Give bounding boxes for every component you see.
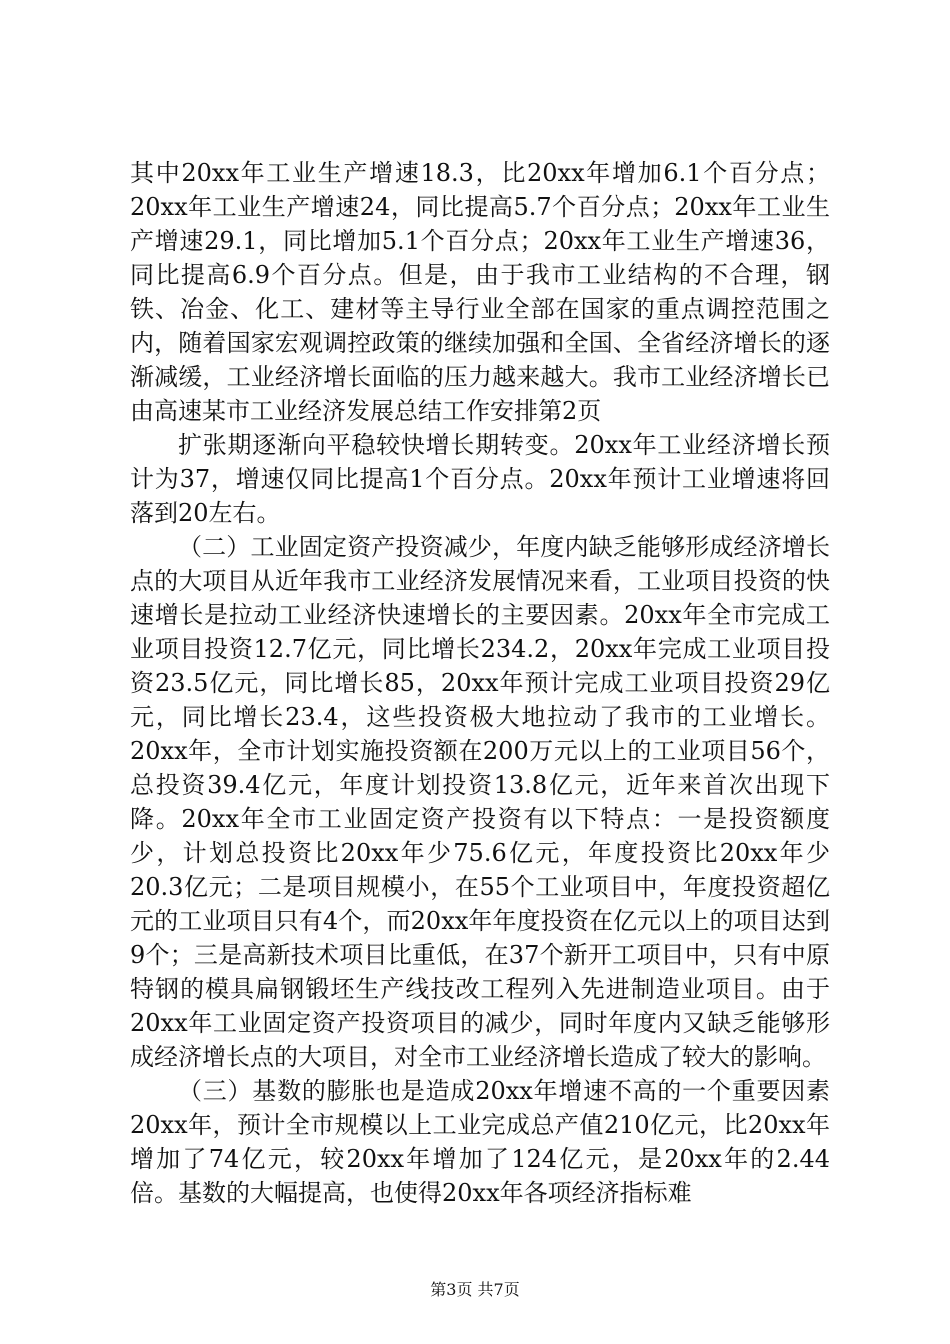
- document-body: [130, 156, 830, 1210]
- paragraph-3: （二）工业固定资产投资减少，年度内缺乏能够形成经济增长点的大项目从近年我市工业经济发展情况来看，工业项目投资的快速增长是拉动工业经济快速增长的主要因素。20xx年全市完成工业项目投资12.7亿元，同比增长234.2，20xx年完成工业项目投资23.5亿元，同比增长85，20xx年预计完成工业项目投资29亿元，同比增长23.4，这些投资极大地拉动了我市的工业增长。20xx年，全市计划实施投资额在200万元以上的工业项目56个，总投资39.4亿元，年度计划投资13.8亿元，近年来首次出现下降。20xx年全市工业固定资产投资有以下特点：一是投资额度少，计划总投资比20xx年少75.6亿元，年度投资比20xx年少20.3亿元；二是项目规模小，在55个工业项目中，年度投资超亿元的工业项目只有4个，而20xx年年度投资在亿元以上的项目达到9个；三是高新技术项目比重低，在37个新开工项目中，只有中原特钢的模具扁钢锻坯生产线技改工程列入先进制造业项目。由于20xx年工业固定资产投资项目的减少，同时年度内又缺乏能够形成经济增长点的大项目，对全市工业经济增长造成了较大的影响。: [130, 533, 830, 1071]
- page-footer: 第3页 共7页: [430, 1280, 520, 1299]
- paragraph-2: 扩张期逐渐向平稳较快增长期转变。20xx年工业经济增长预计为37，增速仅同比提高1个百分点。20xx年预计工业增速将回落到20左右。: [130, 431, 830, 527]
- paragraph-1: 其中20xx年工业生产增速18.3，比20xx年增加6.1个百分点；20xx年工业生产增速24，同比提高5.7个百分点；20xx年工业生产增速29.1，同比增加5.1个百分点；20xx年工业生产增速36，同比提高6.9个百分点。但是，由于我市工业结构的不合理，钢铁、冶金、化工、建材等主导行业全部在国家的重点调控范围之内，随着国家宏观调控政策的继续加强和全国、全省经济增长的逐渐减缓，工业经济增长面临的压力越来越大。我市工业经济增长已由高速某市工业经济发展总结工作安排第2页: [130, 159, 830, 425]
- paragraph-4: （三）基数的膨胀也是造成20xx年增速不高的一个重要因素20xx年，预计全市规模以上工业完成总产值210亿元，比20xx年增加了74亿元，较20xx年增加了124亿元，是20xx年的2.44倍。基数的大幅提高，也使得20xx年各项经济指标难: [130, 1077, 830, 1207]
